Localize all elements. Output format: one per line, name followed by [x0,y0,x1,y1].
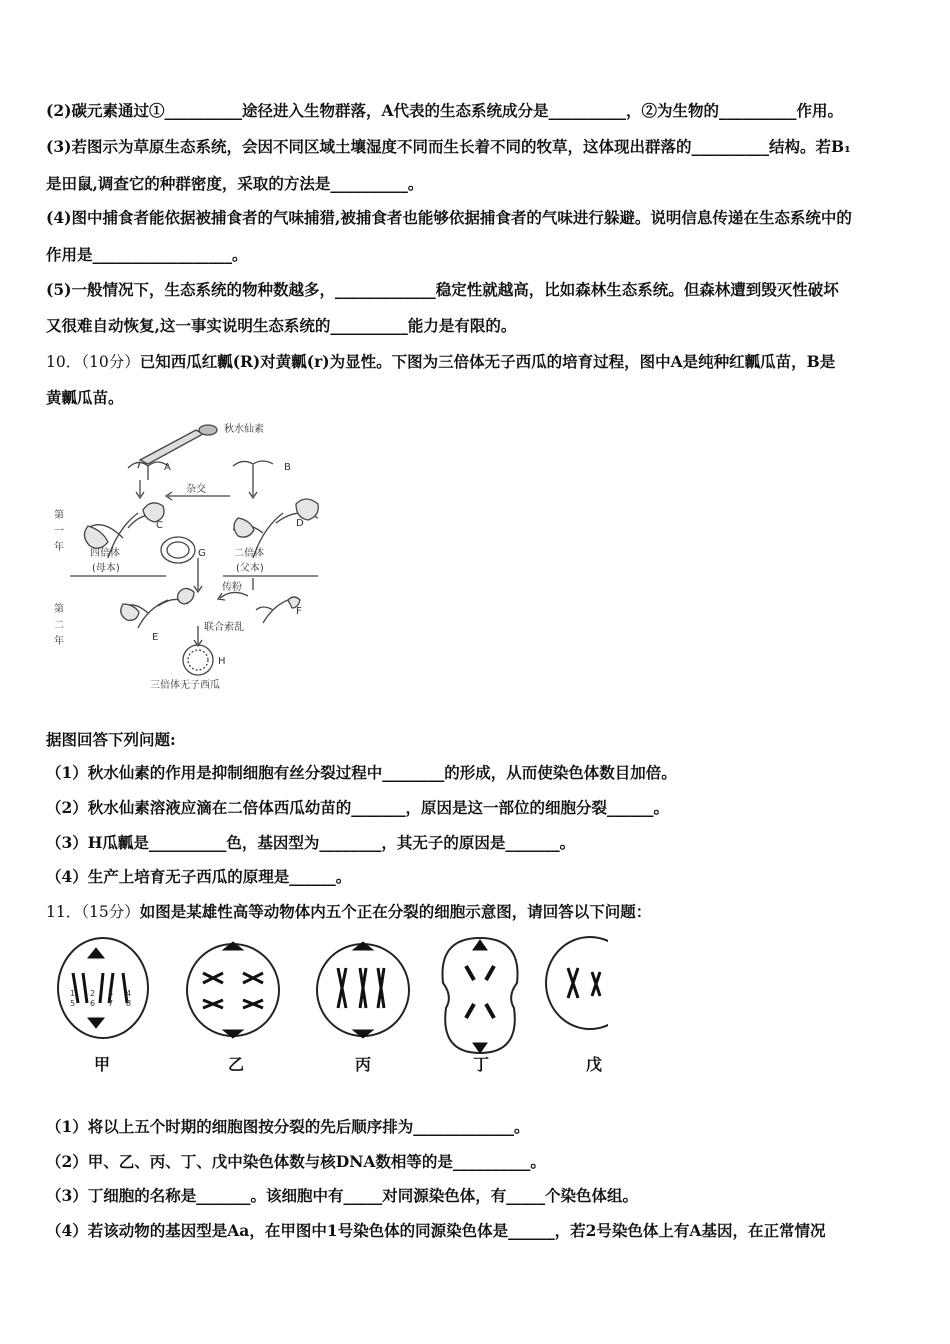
q10-item-2: （2）秋水仙素溶液应滴在二倍体西瓜幼苗的_______，原因是这一部位的细胞分裂______。 [46,798,670,817]
label-H: H [218,656,226,667]
q10-number: 10． [46,353,82,371]
q11-item-2: （2）甲、乙、丙、丁、戊中染色体数与核DNA数相等的是__________。 [46,1152,546,1171]
q10-stem-line1 [46,352,835,372]
label-B: B [284,462,291,473]
label-year1-a: 第 [54,510,64,521]
q9-part4-line2: 作用是__________________。 [46,245,248,264]
q10-text1: 已知西瓜红瓤(R)对黄瓤(r)为显性。下图为三倍体无子西瓜的培育过程，图中A是纯种红瓤瓜苗，B是 [139,352,836,371]
chrom-num-3: 3 [108,989,114,998]
label-E: E [152,632,159,643]
label-year2-b: 二 [54,620,64,631]
label-father: (父本) [236,563,264,574]
label-colchicine: 秋水仙素 [224,424,264,435]
chrom-num-6: 6 [90,999,96,1008]
q11-score: （15分） [81,903,140,921]
q10-stem-line2: 黄瓤瓜苗。 [46,388,124,407]
label-mother: (母本) [92,563,120,574]
label-A: A [164,462,171,473]
q10-item-3: （3）H瓜瓤是__________色，基因型为________，其无子的原因是_______。 [46,833,576,852]
label-year2-c: 年 [54,636,64,647]
q10-item-1: （1）秋水仙素的作用是抑制细胞有丝分裂过程中________的形成，从而使染色体数目加倍。 [46,763,677,782]
q10-item-4: （4）生产上培育无子西瓜的原理是______。 [46,867,352,886]
q9-part5-line2: 又很难自动恢复,这一事实说明生态系统的__________能力是有限的。 [46,316,517,335]
cell-label-ding: 丁 [473,1055,490,1074]
label-cross: 杂交 [186,484,206,495]
chrom-num-8: 8 [126,999,132,1008]
chrom-num-5: 5 [70,999,76,1008]
chrom-num-7: 7 [108,999,114,1008]
cell-division-diagram [48,928,608,1076]
q11-text: 如图是某雄性高等动物体内五个正在分裂的细胞示意图，请回答以下问题： [139,902,652,921]
q11-item-1: （1）将以上五个时期的细胞图按分裂的先后顺序排为_____________。 [46,1117,530,1136]
cell-label-jia: 甲 [94,1055,111,1074]
q10-intro: 据图回答下列问题: [46,730,176,749]
label-year1-c: 年 [54,542,64,553]
label-year1-b: 一 [54,526,64,537]
chrom-num-2: 2 [90,989,96,998]
label-tetraploid: 四倍体 [90,548,120,559]
q9-part2: (2)碳元素通过①__________途径进入生物群落，A代表的生态系统成分是__________，②为生物的__________作用。 [46,101,843,120]
chrom-num-4: 4 [126,989,132,998]
q11-item-3: （3）丁细胞的名称是_______。该细胞中有_____对同源染色体，有_____个染色体组。 [46,1186,639,1205]
q9-part5-line1: (5)一般情况下，生态系统的物种数越多，_____________稳定性就越高，比如森林生态系统。但森林遭到毁灭性破坏 [46,280,839,299]
label-year2-a: 第 [54,604,64,615]
q11-number: 11． [46,903,82,921]
cell-label-bing: 丙 [355,1055,372,1074]
label-pollinate: 传粉 [222,582,242,593]
cell-label-yi: 乙 [228,1055,245,1074]
q9-part3-line1: (3)若图示为草原生态系统，会因不同区域土壤湿度不同而生长着不同的牧草，这体现出群落的__________结构。若B₁ [46,137,851,156]
chrom-num-1: 1 [70,989,76,998]
q9-part3-line2: 是田鼠,调查它的种群密度，采取的方法是__________。 [46,174,424,193]
q9-part4-line1: (4)图中捕食者能依据被捕食者的气味捕猎,被捕食者也能够依据捕食者的气味进行躲避。说明信息传递在生态系统中的 [46,208,852,227]
q11-stem [46,902,651,922]
label-D: D [296,518,304,529]
label-triploid: 三倍体无子西瓜 [150,680,220,691]
cell-label-wu: 戊 [586,1055,603,1074]
watermelon-breeding-diagram [48,418,338,700]
q11-item-4: （4）若该动物的基因型是Aa，在甲图中1号染色体的同源染色体是______，若2号染色体上有A基因，在正常情况 [46,1221,826,1240]
label-diploid: 二倍体 [234,548,264,559]
label-C: C [156,520,163,531]
label-G: G [198,548,206,559]
q10-score: （10分） [81,353,140,371]
label-linkage: 联合索乱 [204,622,244,633]
label-F: F [296,606,302,617]
